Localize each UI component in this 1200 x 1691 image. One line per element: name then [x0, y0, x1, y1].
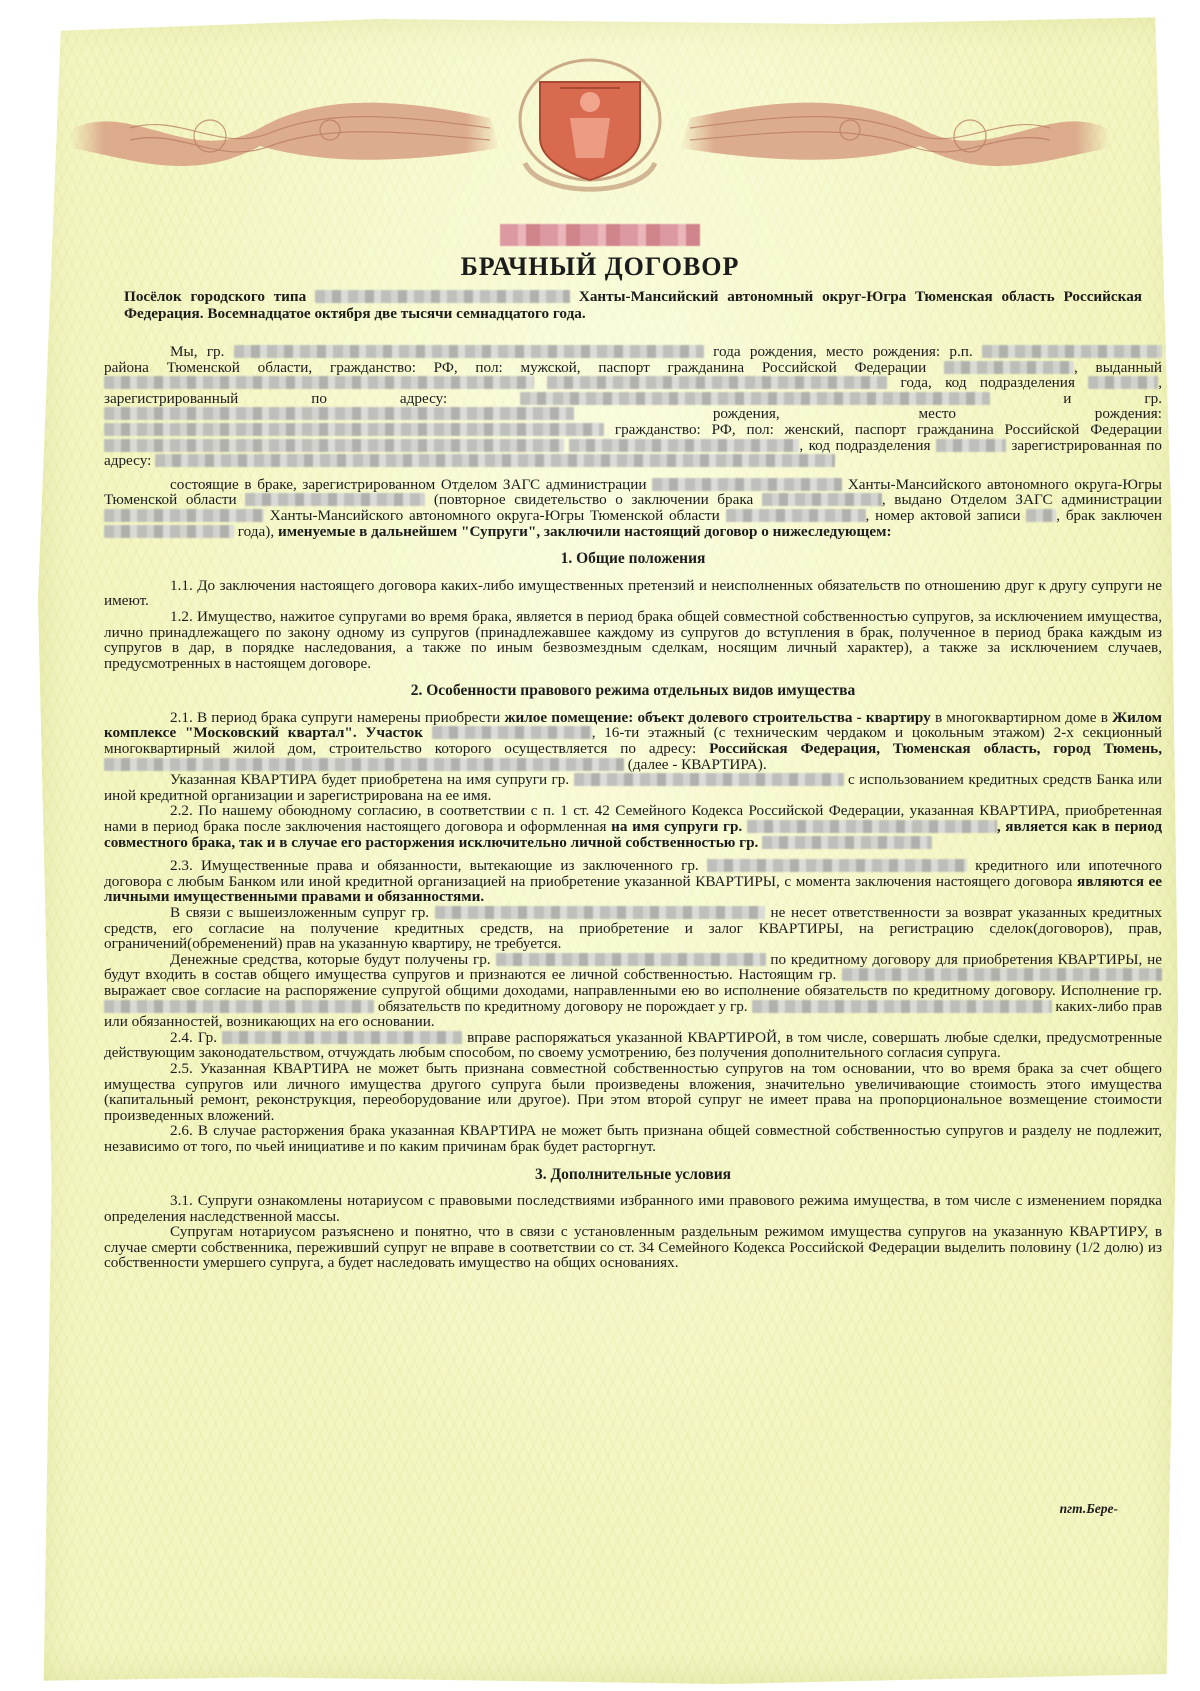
- ornament-scroll-right: [680, 103, 1110, 166]
- redacted-text: [936, 439, 1006, 452]
- redacted-text: [569, 439, 799, 452]
- marriage-paragraph: состоящие в браке, зарегистрированном Отделом ЗАГС администрации Ханты-Мансийского автономного округа-Югры Тюменской области (повторное свидетельство о заключении брака , выдано Отделом ЗАГС администрации Ханты-Мансийского автономного округа-Югры Тюменской области , номер актовой записи , брак заключен года), именуемые в дальнейшем "Супруги", заключили настоящий договор о нижеследующем:: [104, 475, 1163, 540]
- redacted-text: [496, 953, 766, 966]
- redacted-text: [104, 439, 564, 452]
- redacted-text: [104, 509, 264, 522]
- location-line: [104, 288, 1162, 322]
- redacted-text: [155, 454, 835, 467]
- redacted-text: [1088, 376, 1158, 389]
- redacted-text: [982, 345, 1162, 358]
- document-number-redacted: [500, 224, 700, 246]
- redacted-text: [520, 392, 990, 405]
- redacted-text: [762, 493, 882, 506]
- redacted-text: [842, 968, 1162, 981]
- clause-2-5: 2.5. Указанная КВАРТИРА не может быть признана совместной собственностью супругов на том основании, что во время брака за счет общего имущества супругов или личного имущества другого супруга были произведены вложения, значительно увеличивающие стоимость этого имущества (капитальный ремонт, реконструкция, переоборудование или другое). При этом второй супруг не имеет права на пропорциональное возмещение стоимости произведенных вложений.: [104, 1059, 1162, 1124]
- redacted-text: [574, 773, 844, 786]
- section-3-heading: 3. Дополнительные условия: [534, 1165, 732, 1183]
- redacted-text: [245, 493, 425, 506]
- section-2-heading: 2. Особенности правового режима отдельных видов имущества: [410, 682, 856, 700]
- redacted-text: [652, 478, 842, 491]
- clause-2-4: 2.4. Гр. вправе распоряжаться указанной КВАРТИРОЙ, в том числе, совершать любые сделки, предусмотренные действующим законодательством, отчуждать любым способом, по своему усмотрению, без получения дополнительного согласия супруга.: [104, 1028, 1163, 1062]
- redacted-text: [234, 345, 704, 358]
- clause-1-2: 1.2. Имущество, нажитое супругами во время брака, является в период брака общей совместной собственностью супругов, за исключением имущества, лично принадлежащего по закону одному из супругов (принадлежавшее каждому из супругов до вступления в брак, полученное в период брака каждым из супругов в дар, в порядке наследования, а также по иным безвозмездным сделкам, носящим личный характер), а также за исключением случаев, предусмотренных в настоящем договоре.: [104, 607, 1162, 672]
- clause-2-3: 2.3. Имущественные права и обязанности, вытекающие из заключенного гр. кредитного или ипотечного договора с любым Банком или иной кредитной организацией на приобретение указанной КВАРТИРЫ, с момента заключения настоящего договора являются ее личными имущественными правами и обязанностями.: [104, 857, 1163, 906]
- location-settlement: Посёлок городского типа: [124, 288, 307, 305]
- location-date: Ханты-Мансийский автономный округ-Югра Тюменская область Российская Федерация. Восемнадцатое октября две тысячи семнадцатого года.: [124, 288, 1143, 322]
- clause-2-3-spouse: В связи с вышеизложенным супруг гр. не несет ответственности за возврат указанных кредитных средств, его согласие на получение кредитных средств, на приобретение и залог КВАРТИРЫ, на регистрацию сделок(договоров), прав, ограничений(обременений) прав на указанную квартиру, не требуется.: [104, 904, 1163, 953]
- redacted-text: [747, 820, 997, 833]
- redacted-text: [104, 758, 624, 771]
- redacted-text: [1026, 509, 1056, 522]
- ornament-band: [70, 58, 1110, 208]
- clause-2-1: 2.1. В период брака супруги намерены приобрести жилое помещение: объект долевого строительства - квартиру в многоквартирном доме в Жилом комплексе "Московский квартал". Участок , 16-ти этажный (с техническим чердаком и цокольным этажом) 2-х секционный многоквартирный жилой дом, строительство которого осуществляется по адресу: Российская Федерация, Тюменская область, город Тюмень, (далее - КВАРТИРА).: [104, 708, 1163, 773]
- redacted-text: [726, 509, 866, 522]
- redacted-text: [432, 726, 592, 739]
- clause-2-2: 2.2. По нашему обоюдному согласию, в соответствии с п. 1 ст. 42 Семейного Кодекса Российской Федерации, указанная КВАРТИРА, приобретенная нами в период брака после заключения настоящего договора и оформленная на имя супруги гр. , является как в период совместного брака, так и в случае его расторжения исключительно личной собственностью гр.: [104, 802, 1163, 851]
- clause-2-1-apartment: Указанная КВАРТИРА будет приобретена на имя супруги гр. с использованием кредитных средств Банка или иной кредитной организации и зарегистрирована на ее имя.: [104, 771, 1163, 804]
- redacted-text: [104, 525, 234, 538]
- redacted-text: [222, 1031, 462, 1044]
- redacted-text: [547, 376, 887, 389]
- redacted-text: [104, 423, 604, 436]
- redacted-text: [944, 361, 1074, 374]
- redacted-text: [752, 1000, 1052, 1013]
- clause-3-1: 3.1. Супруги ознакомлены нотариусом с правовыми последствиями избранного ими правового режима имущества, в том числе с изменением порядка определения наследственной массы.: [104, 1192, 1162, 1225]
- redacted-text: [104, 376, 534, 389]
- document-title: БРАЧНЫЙ ДОГОВОР: [460, 252, 740, 281]
- ornament-scroll-left: [70, 103, 500, 166]
- clause-2-3-funds: Денежные средства, которые будут получены гр. по кредитному договору для приобретения КВАРТИРЫ, не будут входить в состав общего имущества супругов и признаются ее личной собственностью. Настоящим гр. выражает свое согласие на распоряжение супругой общими доходами, направленными ею во исполнение обязательств по кредитному договору. Исполнение гр. обязательств по кредитному договору не порождает у гр. каких-либо прав или обязанностей, возникающих на его основании.: [104, 950, 1163, 1031]
- redacted-text: [104, 407, 574, 420]
- redacted-text: [104, 1000, 374, 1013]
- parties-paragraph: Мы, гр. года рождения, место рождения: р.п. района Тюменской области, гражданство: РФ, пол: мужской, паспорт гражданина Российской Федерации , выданный года, код подразделения , зарегистрированный по адресу: и гр. рождения, место рождения: гражданство: РФ, пол: женский, паспорт гражданина Российской Федерации , код подразделения зарегистрированная по адресу:: [104, 343, 1163, 470]
- emblem-icon: [520, 60, 660, 189]
- clause-2-6: 2.6. В случае расторжения брака указанная КВАРТИРА не может быть признана общей совместной собственностью супругов и разделу не подлежит, независимо от того, по чьей инициативе и по каким причинам брак будет расторгнут.: [104, 1122, 1162, 1155]
- redacted-text: [762, 836, 932, 849]
- document-body: [104, 288, 1162, 1271]
- clause-1-1: 1.1. До заключения настоящего договора каких-либо имущественных претензий и неисполненных обязательств по отношению друг к другу супруги не имеют.: [104, 576, 1162, 610]
- section-1-heading: 1. Общие положения: [560, 550, 706, 568]
- redacted-text: [315, 290, 570, 303]
- redacted-text: [435, 906, 765, 919]
- page-footer-location: пгт.Бере-: [1059, 1501, 1118, 1516]
- redacted-text: [707, 859, 967, 872]
- clause-3-2: Супругам нотариусом разъяснено и понятно, что в связи с установленным раздельным режимом имущества супругов на указанную КВАРТИРУ, в случае смерти собственника, переживший супруг не вправе в соответствии со ст. 34 Семейного Кодекса Российской Федерации выделить половину (1/2 долю) из собственности умершего супруга, а будет наследовать имущество на общих основаниях.: [104, 1223, 1162, 1272]
